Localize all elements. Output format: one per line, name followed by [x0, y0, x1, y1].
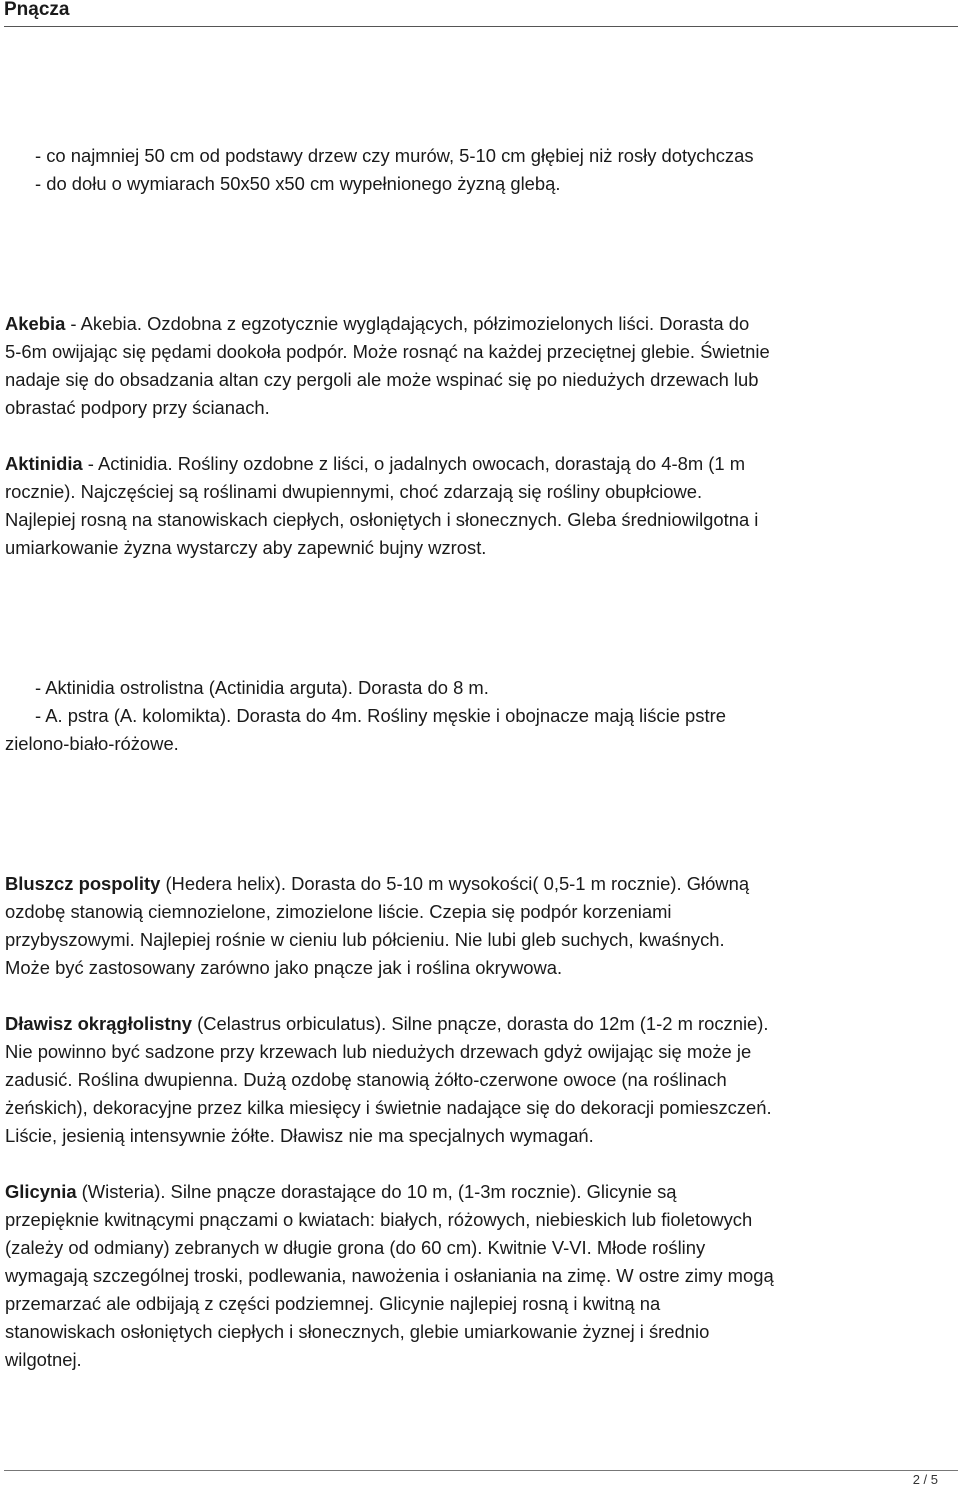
akebia-name: Akebia [5, 313, 66, 334]
page-header [0, 0, 960, 28]
dlawisz-line-4: żeńskich), dekoracyjne przez kilka miesięcy i świetnie nadające się do dekoracji pomieszczeń. [5, 1097, 772, 1118]
bluszcz-name: Bluszcz pospolity [5, 873, 161, 894]
page-title: Pnącza [4, 0, 70, 20]
akebia-line-2: 5-6m owijając się pędami dookoła podpór. Może rosnąć na każdej przeciętnej glebie. Świetnie [5, 341, 770, 362]
list-item: - A. pstra (A. kolomikta). Dorasta do 4m. Rośliny męskie i obojnacze mają liście pstre [35, 705, 726, 726]
akebia-line-3: nadaje się do obsadzania altan czy pergoli ale może wspinać się po niedużych drzewach lub [5, 369, 759, 390]
aktinidia-line-1: Aktinidia - Actinidia. Rośliny ozdobne z liści, o jadalnych owocach, dorastają do 4-8m (1 m [5, 453, 746, 474]
akebia-line-4: obrastać podpory przy ścianach. [5, 397, 270, 418]
dlawisz-line-1: Dławisz okrągłolistny (Celastrus orbiculatus). Silne pnącze, dorasta do 12m (1-2 m rocznie). [5, 1013, 769, 1034]
list-item: - Aktinidia ostrolistna (Actinidia arguta). Dorasta do 8 m. [35, 677, 489, 698]
dlawisz-name: Dławisz okrągłolistny [5, 1013, 193, 1034]
bluszcz-line-1: Bluszcz pospolity (Hedera helix). Dorasta do 5-10 m wysokości( 0,5-1 m rocznie). Główną [5, 873, 750, 894]
aktinidia-line-3: Najlepiej rosną na stanowiskach ciepłych, osłoniętych i słonecznych. Gleba średniowilgotna i [5, 509, 759, 530]
glicynia-line-2: przepięknie kwitnącymi pnączami o kwiatach: białych, różowych, niebieskich lub fioletowych [5, 1209, 753, 1230]
dlawisz-line-5: Liście, jesienią intensywnie żółte. Dławisz nie ma specjalnych wymagań. [5, 1125, 594, 1146]
glicynia-line-3: (zależy od odmiany) zebranych w długie grona (do 60 cm). Kwitnie V-VI. Młode rośliny [5, 1237, 706, 1258]
glicynia-line-7: wilgotnej. [5, 1349, 82, 1370]
glicynia-line-1: Glicynia (Wisteria). Silne pnącze dorastające do 10 m, (1-3m rocznie). Glicynie są [5, 1181, 677, 1202]
list-item: - co najmniej 50 cm od podstawy drzew czy murów, 5-10 cm głębiej niż rosły dotychczas [35, 145, 754, 166]
glicynia-line-4: wymagają szczególnej troski, podlewania, nawożenia i osłaniania na zimę. W ostre zimy mogą [5, 1265, 774, 1286]
dlawisz-line-2: Nie powinno być sadzone przy krzewach lub niedużych drzewach gdyż owijając się może je [5, 1041, 752, 1062]
aktinidia-line-4: umiarkowanie żyzna wystarczy aby zapewnić bujny wzrost. [5, 537, 487, 558]
bluszcz-line-3: przybyszowymi. Najlepiej rośnie w cieniu lub półcieniu. Nie lubi gleb suchych, kwaśnych. [5, 929, 725, 950]
bluszcz-line-4: Może być zastosowany zarówno jako pnącze jak i roślina okrywowa. [5, 957, 563, 978]
page-number: 2 / 5 [912, 1472, 938, 1487]
dlawisz-line-3: zadusić. Roślina dwupienna. Dużą ozdobę stanowią żółto-czerwone owoce (na roślinach [5, 1069, 727, 1090]
list-item: - do dołu o wymiarach 50x50 x50 cm wypełnionego żyzną glebą. [35, 173, 561, 194]
glicynia-name: Glicynia [5, 1181, 77, 1202]
aktinidia-line-2: rocznie). Najczęściej są roślinami dwupiennymi, choć zdarzają się rośliny obupłciowe. [5, 481, 703, 502]
footer-divider [4, 1470, 958, 1471]
bluszcz-line-2: ozdobę stanowią ciemnozielone, zimozielone liście. Czepia się podpór korzeniami [5, 901, 672, 922]
header-divider [4, 26, 958, 27]
list-item-continuation: zielono-biało-różowe. [5, 733, 179, 754]
akebia-line-1: Akebia - Akebia. Ozdobna z egzotycznie wyglądających, półzimozielonych liści. Dorasta do [5, 313, 750, 334]
glicynia-line-6: stanowiskach osłoniętych ciepłych i słonecznych, glebie umiarkowanie żyznej i średnio [5, 1321, 710, 1342]
glicynia-line-5: przemarzać ale odbijają z części podziemnej. Glicynie najlepiej rosną i kwitną na [5, 1293, 661, 1314]
aktinidia-name: Aktinidia [5, 453, 83, 474]
